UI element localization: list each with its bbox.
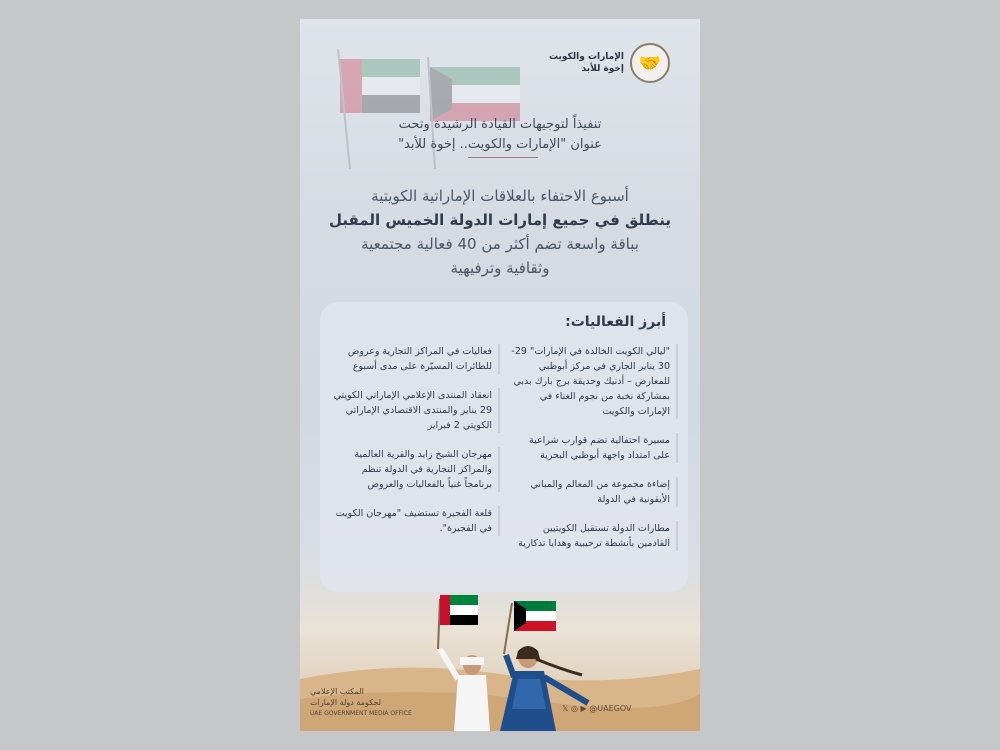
event-item: مسيرة احتفالية تضم قوارب شراعية على امتداد واجهة أبوظبي البحرية — [510, 433, 678, 463]
kuwait-flag-pole — [504, 603, 512, 654]
headline-line4: وثقافية وترفيهية — [450, 259, 550, 277]
event-item: مهرجان الشيخ زايد والقرية العالمية والمراكز التجارية في الدولة تنظم برنامجاً غنياً بالفعاليات والعروض — [332, 447, 500, 492]
instagram-icon: ◎ — [571, 704, 578, 713]
events-column-right — [510, 344, 678, 565]
logo-text-line2: إخوة للأبد — [581, 64, 624, 74]
headline-line1: أسبوع الاحتفاء بالعلاقات الإماراتية الكويتية — [371, 187, 629, 205]
headline-line2: ينطلق في جميع إمارات الدولة الخميس المقبل — [328, 211, 672, 229]
intro-line1: تنفيذاً لتوجيهات القيادة الرشيدة وتحت — [398, 117, 602, 132]
events-column-left — [332, 344, 500, 550]
kuwait-flag-icon — [514, 601, 556, 631]
event-item: قلعة الفجيرة تستضيف "مهرجان الكويت في الفجيرة". — [332, 506, 500, 536]
event-item: إضاءة مجموعة من المعالم والمباني الأيقونية في الدولة — [510, 477, 678, 507]
office-line1: المكتب الإعلامي — [310, 687, 364, 696]
events-title: أبرز الفعاليات: — [565, 314, 666, 330]
x-icon: 𝕏 — [562, 704, 569, 713]
events-panel — [320, 302, 688, 592]
event-item: مطارات الدولة تستقبل الكويتيين القادمين بأنشطة ترحيبية وهدايا تذكارية — [510, 521, 678, 551]
uae-flag-pole — [438, 599, 440, 649]
event-item: فعاليات في المراكز التجارية وعروض للطائرات المسيّرة على مدى أسبوع — [332, 344, 500, 374]
handshake-icon: 🤝 — [630, 43, 670, 83]
office-line2: لحكومة دولة الإمارات — [310, 698, 382, 707]
poster — [300, 19, 700, 731]
uae-flag-icon — [440, 595, 478, 625]
government-media-office-logo — [310, 686, 412, 719]
intro-text — [340, 115, 660, 155]
brand-logo — [549, 43, 670, 83]
logo-text-line1: الإمارات والكويت — [548, 52, 624, 62]
divider — [468, 157, 538, 158]
social-handle: @UAEGOV — [589, 704, 632, 713]
youtube-icon: ▶ — [580, 704, 587, 713]
social-handles — [562, 704, 631, 713]
event-item: "ليالي الكويت الخالدة في الإمارات" 29-30 يناير الجاري في مركز أبوظبي للمعارض – أدنيك وحديقة برج بارك بدبي بمشاركة نخبة من نجوم الغناء في الإمارات والكويت — [510, 344, 678, 419]
headline-line3: بباقة واسعة تضم أكثر من 40 فعالية مجتمعية — [361, 235, 639, 253]
event-item: انعقاد المنتدى الإعلامي الإماراتي الكويتي 29 يناير والمنتدى الاقتصادي الإماراتي الكويتي 2 فبراير — [332, 388, 500, 433]
office-en: UAE GOVERNMENT MEDIA OFFICE — [310, 710, 412, 717]
headline — [322, 184, 678, 280]
intro-line2: عنوان "الإمارات والكويت.. إخوة للأبد" — [398, 137, 602, 152]
brand-logo-text — [549, 51, 624, 75]
